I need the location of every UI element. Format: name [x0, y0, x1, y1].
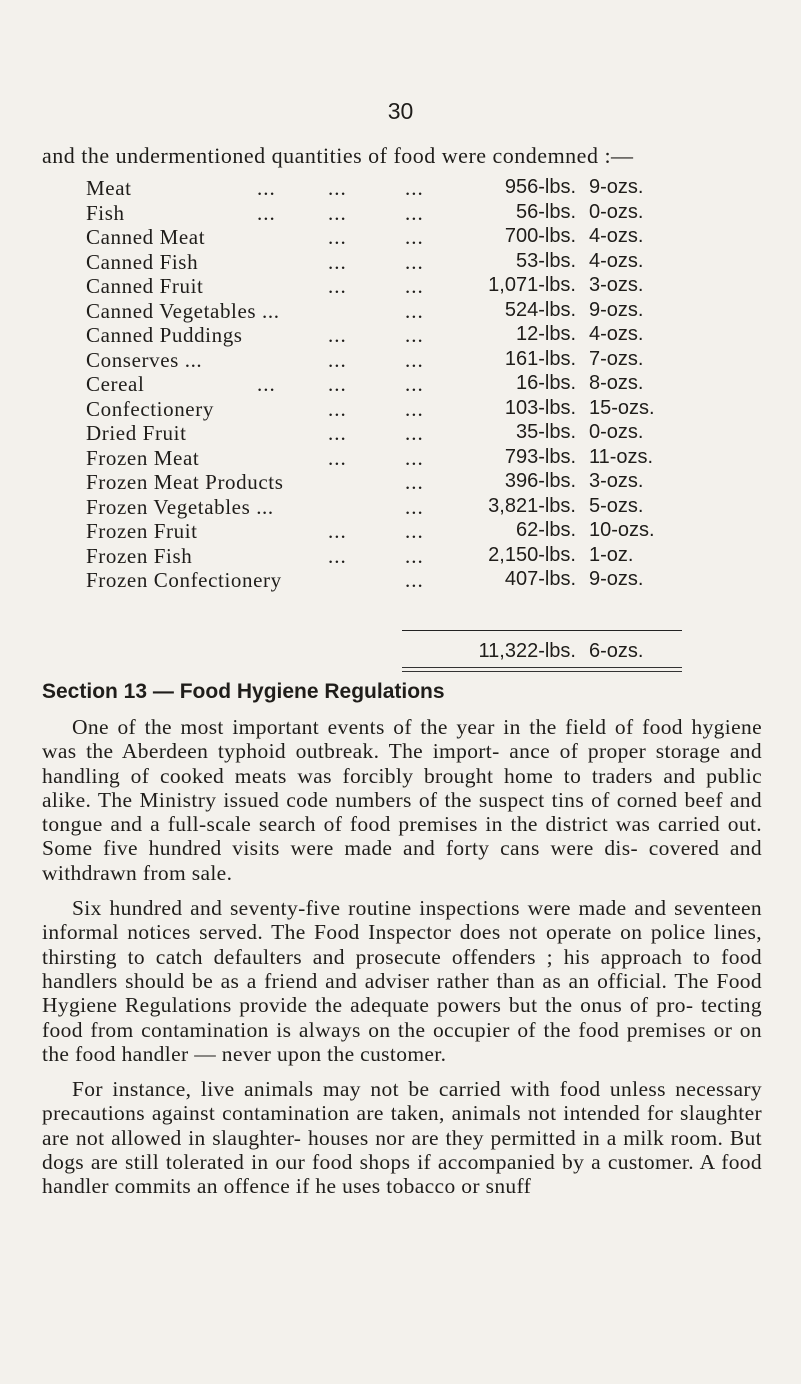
leader-dots: ...	[328, 372, 347, 396]
leader-dots: ...	[405, 372, 424, 396]
item-ozs: 8-ozs.	[589, 372, 644, 394]
item-name: Frozen Fruit	[86, 519, 198, 543]
leader-dots: ...	[405, 470, 424, 494]
item-name: Canned Puddings	[86, 323, 243, 347]
total-rule	[402, 630, 682, 631]
leader-dots: ...	[405, 176, 424, 200]
item-ozs: 0-ozs.	[589, 200, 644, 223]
leader-dots: ...	[257, 372, 276, 396]
item-name: Frozen Confectionery	[86, 568, 282, 592]
leader-dots: ...	[328, 225, 347, 249]
item-lbs: 103-lbs.	[504, 396, 576, 419]
item-lbs: 56-lbs.	[515, 200, 576, 223]
item-name: Frozen Fish	[86, 543, 193, 568]
item-lbs: 793-lbs.	[504, 445, 576, 468]
leader-dots: ...	[328, 200, 347, 225]
item-lbs: 2,150-lbs.	[488, 543, 576, 566]
leader-dots: ...	[405, 200, 424, 225]
leader-dots: ...	[328, 176, 347, 200]
item-ozs: 9-ozs.	[589, 568, 644, 590]
double-rule-bottom	[402, 671, 682, 672]
item-ozs: 9-ozs.	[589, 298, 644, 321]
item-ozs: 4-ozs.	[589, 249, 644, 272]
leader-dots: ...	[405, 323, 424, 347]
leader-dots: ...	[405, 249, 424, 274]
item-name: Meat	[86, 176, 132, 200]
item-ozs: 4-ozs.	[589, 225, 644, 247]
item-name: Canned Fruit	[86, 274, 204, 298]
leader-dots: ...	[405, 298, 424, 323]
leader-dots: ...	[328, 445, 347, 470]
leader-dots: ...	[405, 519, 424, 543]
item-lbs: 3,821-lbs.	[488, 494, 576, 517]
leader-dots: ...	[328, 519, 347, 543]
page-number: 30	[387, 98, 414, 124]
item-name: Frozen Vegetables ...	[86, 494, 274, 519]
leader-dots: ...	[405, 274, 424, 298]
paragraph: For instance, live animals may not be carried with food unless necessary precautions against contamination are taken, animals not intended for slaughter are not allowed in slaughter- houses nor are they permitted in a milk room. But dogs are still tolerated in our food shops if accompanied by a customer. A food handler commits an offence if he uses tobacco or snuff	[42, 1077, 762, 1199]
leader-dots: ...	[405, 421, 424, 445]
leader-dots: ...	[405, 445, 424, 470]
leader-dots: ...	[257, 200, 276, 225]
item-lbs: 1,071-lbs.	[488, 274, 576, 296]
item-ozs: 5-ozs.	[589, 494, 644, 517]
item-lbs: 956-lbs.	[504, 176, 576, 198]
leader-dots: ...	[257, 176, 276, 200]
total-ozs: 6-ozs.	[589, 640, 644, 662]
item-name: Frozen Meat	[86, 445, 200, 470]
leader-dots: ...	[328, 543, 347, 568]
item-name: Canned Fish	[86, 249, 199, 274]
leader-dots: ...	[405, 396, 424, 421]
item-ozs: 9-ozs.	[589, 176, 644, 198]
body-text	[42, 715, 762, 1210]
item-ozs: 11-ozs.	[589, 445, 654, 468]
item-name: Dried Fruit	[86, 421, 187, 445]
leader-dots: ...	[328, 421, 347, 445]
item-ozs: 1-oz.	[589, 543, 634, 566]
section-heading: Section 13 — Food Hygiene Regulations	[42, 680, 445, 703]
item-lbs: 35-lbs.	[515, 421, 576, 443]
leader-dots: ...	[328, 249, 347, 274]
double-rule-top	[402, 667, 682, 668]
leader-dots: ...	[328, 323, 347, 347]
paragraph: Six hundred and seventy-five routine inspections were made and seventeen informal notices served. The Food Inspector does not operate on police lines, thirsting to catch defaulters and prosecute offenders ; his approach to food handlers should be as a friend and adviser rather than as an official. The Food Hygiene Regulations provide the adequate powers but the onus of pro- tecting food from contamination is always on the occupier of the food premises or on the food handler — never upon the customer.	[42, 896, 762, 1066]
item-ozs: 0-ozs.	[589, 421, 644, 443]
leader-dots: ...	[405, 347, 424, 372]
item-ozs: 15-ozs.	[589, 396, 655, 419]
leader-dots: ...	[328, 274, 347, 298]
leader-dots: ...	[405, 225, 424, 249]
item-lbs: 396-lbs.	[504, 470, 576, 492]
item-name: Fish	[86, 200, 125, 225]
item-name: Confectionery	[86, 396, 214, 421]
total-lbs: 11,322-lbs.	[478, 640, 576, 662]
item-lbs: 700-lbs.	[504, 225, 576, 247]
paragraph: One of the most important events of the year in the field of food hygiene was the Aberdeen typhoid outbreak. The import- ance of proper storage and handling of cooked meats was forcibly brought home to traders and public alike. The Ministry issued code numbers of the suspect tins of corned beef and tongue and a full-scale search of food premises in the district was carried out. Some five hundred visits were made and forty cans were dis- covered and withdrawn from sale.	[42, 715, 762, 885]
item-lbs: 161-lbs.	[504, 347, 576, 370]
item-lbs: 16-lbs.	[515, 372, 576, 394]
item-lbs: 524-lbs.	[504, 298, 576, 321]
item-lbs: 53-lbs.	[515, 249, 576, 272]
item-name: Canned Vegetables ...	[86, 298, 280, 323]
item-ozs: 3-ozs.	[589, 470, 644, 492]
item-lbs: 62-lbs.	[515, 519, 576, 541]
item-name: Canned Meat	[86, 225, 206, 249]
item-lbs: 407-lbs.	[504, 568, 576, 590]
leader-dots: ...	[328, 396, 347, 421]
item-name: Conserves ...	[86, 347, 203, 372]
leader-dots: ...	[405, 568, 424, 592]
leader-dots: ...	[328, 347, 347, 372]
leader-dots: ...	[405, 543, 424, 568]
item-ozs: 10-ozs.	[589, 519, 655, 541]
leader-dots: ...	[405, 494, 424, 519]
item-name: Frozen Meat Products	[86, 470, 284, 494]
item-ozs: 3-ozs.	[589, 274, 644, 296]
intro-line: and the undermentioned quantities of food were condemned :—	[42, 143, 634, 168]
item-name: Cereal	[86, 372, 145, 396]
item-ozs: 4-ozs.	[589, 323, 644, 345]
item-ozs: 7-ozs.	[589, 347, 644, 370]
item-lbs: 12-lbs.	[515, 323, 576, 345]
